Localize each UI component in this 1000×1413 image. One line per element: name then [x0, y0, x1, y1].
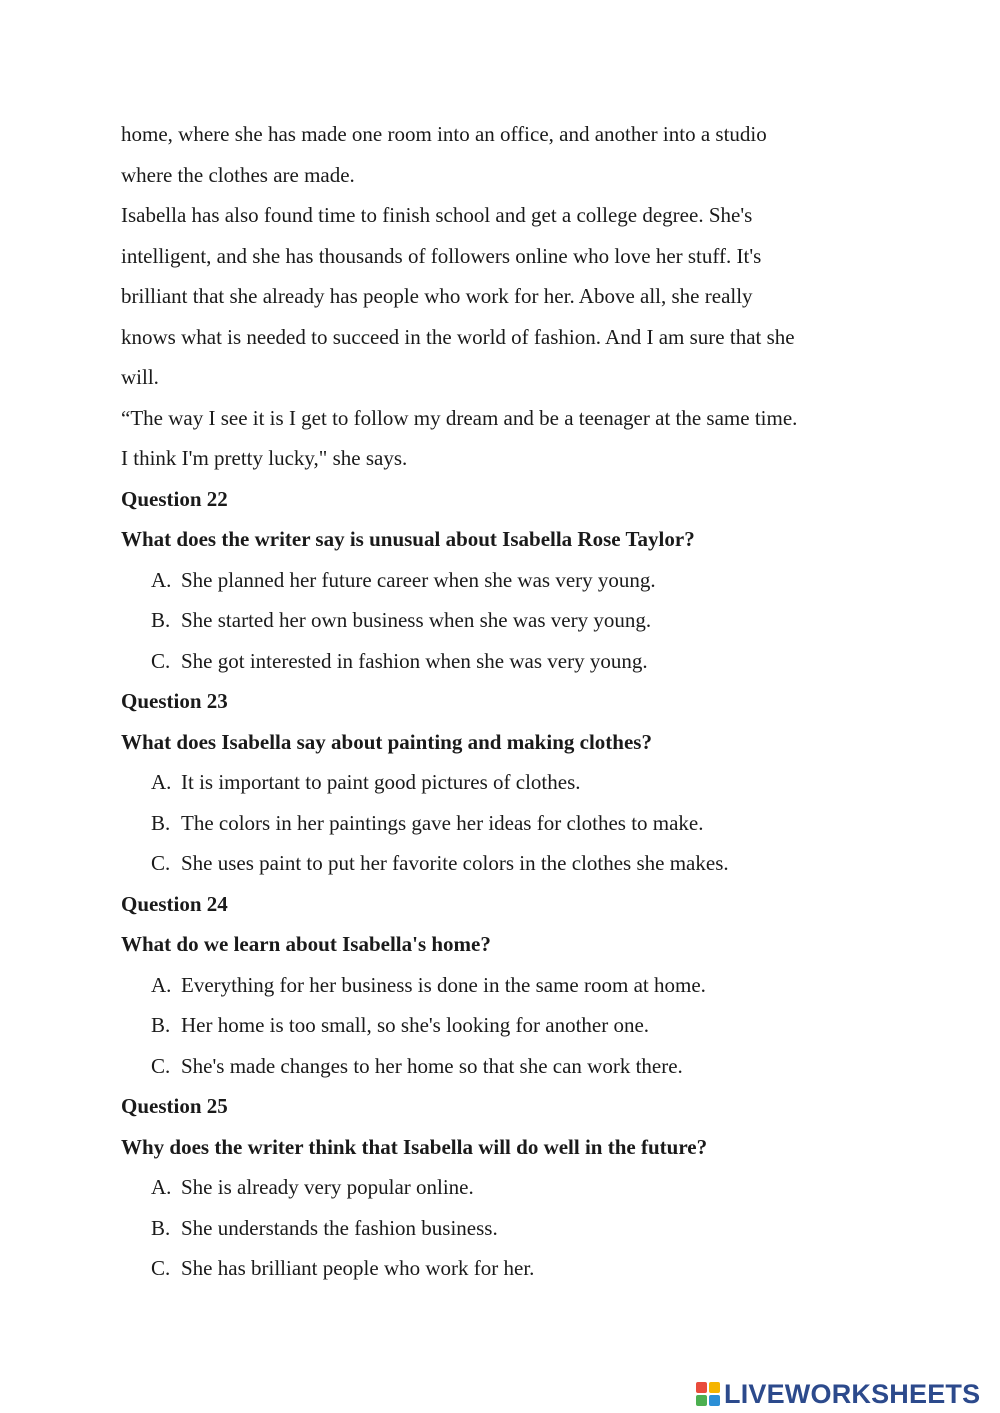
answer-option-b[interactable]: [121, 1208, 891, 1249]
answer-option-a[interactable]: [121, 762, 891, 803]
option-text: She planned her future career when she was very young.: [181, 567, 656, 592]
option-text: Everything for her business is done in the same room at home.: [181, 972, 706, 997]
option-text: She is already very popular online.: [181, 1175, 474, 1199]
option-letter: C.: [151, 1053, 171, 1078]
logo-square-blue: [709, 1395, 720, 1406]
option-text: She has brilliant people who work for her.: [181, 1256, 535, 1280]
passage-line: brilliant that she already has people who work for her. Above all, she really: [121, 284, 753, 308]
passage-line: home, where she has made one room into an office, and another into a studio: [121, 122, 767, 146]
answer-option-a[interactable]: [121, 1167, 891, 1208]
option-text: She got interested in fashion when she was very young.: [181, 648, 648, 673]
option-text: She started her own business when she was very young.: [181, 608, 652, 632]
logo-square-green: [696, 1395, 707, 1406]
passage-line: I think I'm pretty lucky," she says.: [121, 446, 408, 470]
option-letter: A.: [151, 567, 172, 592]
logo-square-yellow: [709, 1382, 720, 1393]
option-text: It is important to paint good pictures of clothes.: [181, 770, 581, 794]
answer-option-c[interactable]: [121, 843, 891, 884]
option-letter: B.: [151, 608, 171, 632]
option-letter: B.: [151, 810, 171, 835]
logo-text: LIVEWORKSHEETS: [724, 1378, 981, 1409]
option-letter: A.: [151, 770, 172, 794]
question-heading: Question 25: [121, 1094, 228, 1118]
question-prompt: What does the writer say is unusual about Isabella Rose Taylor?: [121, 527, 695, 551]
passage-line: where the clothes are made.: [121, 162, 355, 187]
option-letter: A.: [151, 972, 172, 997]
question-heading: Question 22: [121, 486, 228, 511]
passage: [121, 114, 891, 479]
question-24: [121, 884, 891, 1087]
option-letter: A.: [151, 1175, 172, 1199]
question-prompt: What does Isabella say about painting and making clothes?: [121, 729, 652, 754]
passage-line: Isabella has also found time to finish school and get a college degree. She's: [121, 203, 753, 227]
option-letter: C.: [151, 648, 171, 673]
question-prompt: Why does the writer think that Isabella will do well in the future?: [121, 1134, 708, 1159]
answer-option-b[interactable]: [121, 600, 891, 641]
question-prompt: What do we learn about Isabella's home?: [121, 932, 491, 956]
option-text: She's made changes to her home so that she can work there.: [181, 1053, 683, 1078]
option-letter: B.: [151, 1215, 171, 1240]
passage-line: knows what is needed to succeed in the world of fashion. And I am sure that she: [121, 324, 795, 349]
answer-option-c[interactable]: [121, 641, 891, 682]
answer-option-b[interactable]: [121, 1005, 891, 1046]
worksheet-page: [121, 114, 891, 1289]
option-text: She uses paint to put her favorite colors in the clothes she makes.: [181, 851, 729, 875]
question-22: [121, 479, 891, 682]
question-heading: Question 24: [121, 891, 228, 916]
option-text: She understands the fashion business.: [181, 1215, 498, 1240]
answer-option-b[interactable]: [121, 803, 891, 844]
logo-square-red: [696, 1382, 707, 1393]
answer-option-c[interactable]: [121, 1248, 891, 1289]
passage-line: intelligent, and she has thousands of followers online who love her stuff. It's: [121, 243, 762, 268]
option-letter: C.: [151, 851, 171, 875]
question-heading: Question 23: [121, 689, 228, 713]
option-letter: C.: [151, 1256, 171, 1280]
liveworksheets-logo-icon: [696, 1382, 720, 1406]
passage-line: will.: [121, 365, 159, 389]
question-25: [121, 1086, 891, 1289]
option-letter: B.: [151, 1013, 171, 1037]
answer-option-a[interactable]: [121, 965, 891, 1006]
question-23: [121, 681, 891, 884]
answer-option-a[interactable]: [121, 560, 891, 601]
option-text: The colors in her paintings gave her ideas for clothes to make.: [181, 810, 704, 835]
passage-line: “The way I see it is I get to follow my dream and be a teenager at the same time.: [121, 405, 798, 430]
answer-option-c[interactable]: [121, 1046, 891, 1087]
option-text: Her home is too small, so she's looking for another one.: [181, 1013, 650, 1037]
liveworksheets-logo[interactable]: [696, 1376, 980, 1412]
